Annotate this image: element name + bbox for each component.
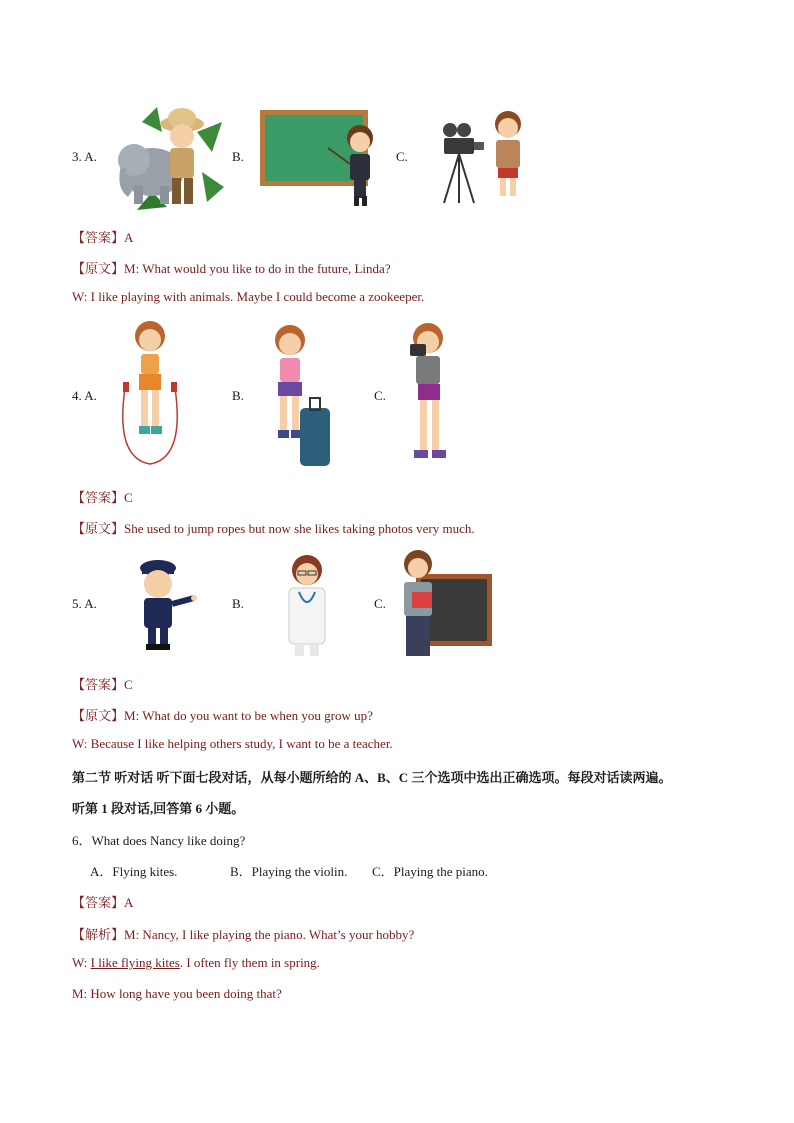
key-phrase: I like flying kites bbox=[90, 955, 180, 970]
line-rest: . I often fly them in spring. bbox=[179, 955, 320, 970]
q3-option-b-label: B. bbox=[232, 149, 244, 164]
q6-answer-line bbox=[72, 892, 133, 911]
q4-option-c-label: C. bbox=[374, 388, 386, 403]
q5-option-a-label: 5. A. bbox=[72, 596, 97, 611]
transcript-tag: 【原文】 bbox=[72, 261, 125, 276]
q4-answer-line bbox=[72, 487, 133, 506]
q6-question: 6．What does Nancy like doing? bbox=[72, 833, 246, 848]
q6-explanation-line1 bbox=[72, 924, 414, 943]
answer-tag: 【答案】 bbox=[72, 230, 125, 245]
zookeeper-with-elephant-image bbox=[112, 102, 227, 212]
girl-taking-photo-image bbox=[396, 320, 456, 470]
q6-option-c: C．Playing the piano. bbox=[372, 864, 488, 879]
girl-jumping-rope-image bbox=[115, 318, 185, 468]
q5-answer-line bbox=[72, 674, 133, 693]
q5-transcript-line2: W: Because I like helping others study, I want to be a teacher. bbox=[72, 736, 393, 751]
q4-transcript-line1 bbox=[72, 518, 475, 537]
q4-option-a-label: 4. A. bbox=[72, 388, 97, 403]
answer-tag: 【答案】 bbox=[72, 677, 125, 692]
q6-explanation-line3: M: How long have you been doing that? bbox=[72, 986, 282, 1001]
q3-transcript-line1 bbox=[72, 258, 391, 277]
answer-value: C bbox=[124, 490, 133, 505]
explanation-text: M: Nancy, I like playing the piano. What’s your hobby? bbox=[124, 927, 415, 942]
section-heading: 第二节 听对话 听下面七段对话，从每小题所给的 A、B、C 三个选项中选出正确选项。每段对话读两遍。 bbox=[72, 770, 672, 785]
transcript-text: M: What do you want to be when you grow up? bbox=[124, 708, 373, 723]
q3-option-c-label: C. bbox=[396, 149, 408, 164]
q3-answer-line bbox=[72, 227, 133, 246]
transcript-text: M: What would you like to do in the future, Linda? bbox=[124, 261, 391, 276]
q6-explanation-line2 bbox=[72, 955, 320, 971]
answer-tag: 【答案】 bbox=[72, 490, 125, 505]
transcript-text: She used to jump ropes but now she likes taking photos very much. bbox=[124, 521, 475, 536]
answer-tag: 【答案】 bbox=[72, 895, 125, 910]
q6-option-b: B．Playing the violin. bbox=[230, 864, 348, 879]
q3-option-a-label: 3. A. bbox=[72, 149, 97, 164]
answer-value: A bbox=[124, 895, 134, 910]
q4-option-b-label: B. bbox=[232, 388, 244, 403]
answer-value: C bbox=[124, 677, 133, 692]
q3-transcript-line2: W: I like playing with animals. Maybe I could become a zookeeper. bbox=[72, 289, 425, 304]
answer-value: A bbox=[124, 230, 134, 245]
speaker-prefix: W: bbox=[72, 955, 91, 970]
q5-transcript-line1 bbox=[72, 705, 373, 724]
transcript-tag: 【原文】 bbox=[72, 708, 125, 723]
teacher-at-chalkboard-image bbox=[258, 108, 383, 210]
explanation-tag: 【解析】 bbox=[72, 927, 125, 942]
teacher-with-board-image bbox=[398, 548, 494, 660]
q5-option-b-label: B. bbox=[232, 596, 244, 611]
girl-with-suitcase-image bbox=[258, 320, 338, 472]
section-instruction: 听第 1 段对话,回答第 6 小题。 bbox=[72, 801, 245, 816]
doctor-image bbox=[283, 552, 331, 658]
q5-option-c-label: C. bbox=[374, 596, 386, 611]
police-officer-image bbox=[130, 556, 198, 652]
transcript-tag: 【原文】 bbox=[72, 521, 125, 536]
camera-operator-image bbox=[432, 108, 542, 206]
q6-option-a: A．Flying kites. bbox=[90, 864, 178, 879]
